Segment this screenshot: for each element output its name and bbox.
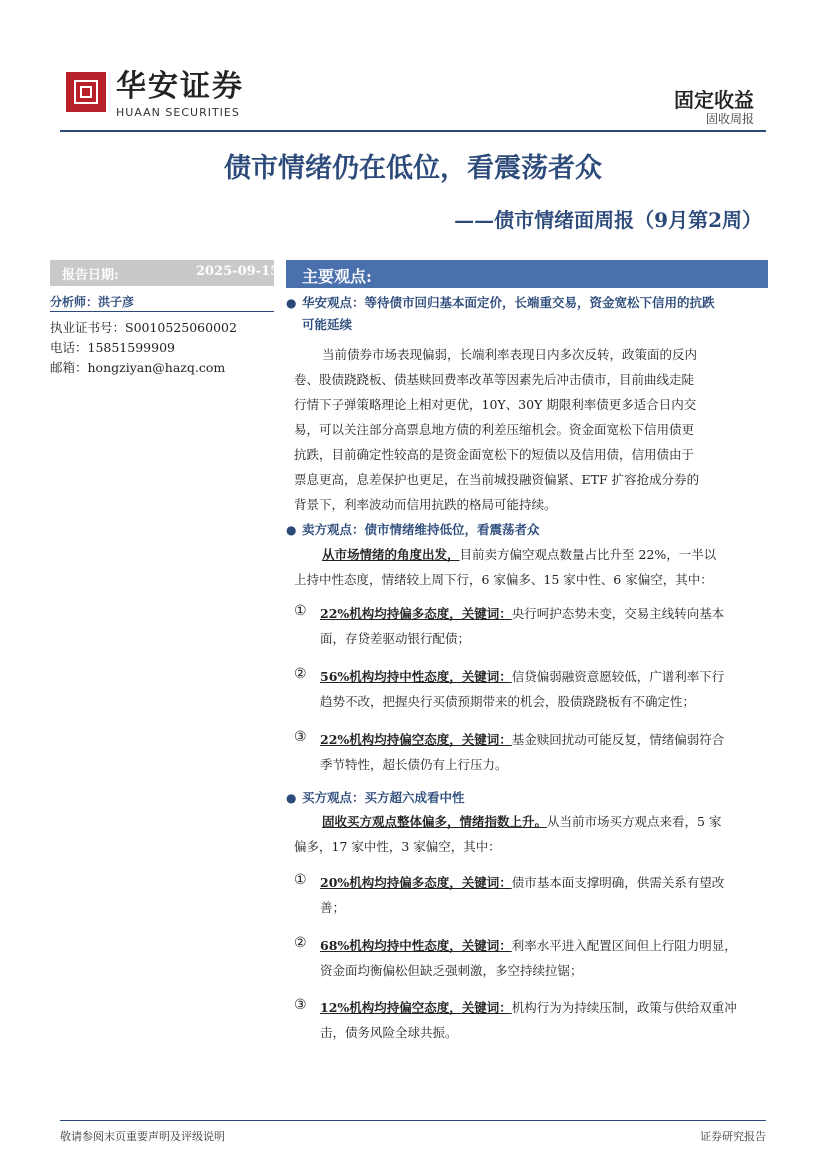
paragraph-line: 偏多，17 家中性，3 家偏空，其中：	[294, 839, 501, 854]
analyst-phone: 电话：15851599909	[50, 340, 175, 355]
paragraph-line	[320, 995, 766, 1020]
seller-item-bullish	[320, 601, 766, 651]
huaan-view-heading	[302, 292, 766, 336]
report-date-value: 2025-09-15	[196, 264, 280, 279]
huaan-heading-line: 可能延续	[302, 317, 353, 332]
item-number: ②	[294, 935, 307, 951]
paragraph-line	[320, 933, 766, 958]
buyer-view-heading: 买方观点：买方超六成看中性	[302, 790, 465, 805]
logo-text-en: HUAAN SECURITIES	[116, 106, 240, 119]
main-points-title: 主要观点:	[302, 267, 372, 286]
paragraph-line	[320, 727, 766, 752]
report-date-label: 报告日期:	[62, 268, 119, 283]
paragraph-line: 善；	[320, 900, 346, 915]
analyst-email: 邮箱：hongziyan@hazq.com	[50, 360, 226, 375]
sidebar-divider	[50, 311, 274, 312]
item-number: ③	[294, 997, 307, 1013]
paragraph-line: 易，可以关注部分高票息地方债的利差压缩机会。资金面宽松下信用债更	[294, 422, 695, 437]
seller-view-intro	[294, 542, 766, 592]
paragraph-line: 上持中性态度，情绪较上周下行，6 家偏多、15 家中性、6 家偏空，其中：	[294, 572, 713, 587]
paragraph-line: 趋势不改，把握央行买债预期带来的机会，股债跷跷板有不确定性；	[320, 694, 696, 709]
report-title: 债市情绪仍在低位，看震荡者众	[224, 153, 602, 184]
header-divider	[60, 130, 766, 132]
footer-disclaimer: 敬请参阅末页重要声明及评级说明	[60, 1130, 225, 1143]
seller-intro-keyword: 从市场情绪的角度出发，	[322, 547, 460, 562]
paragraph-line: 行情下子弹策略理论上相对更优，10Y、30Y 期限利率债更多适合日内交	[294, 397, 697, 412]
analyst-cert: 执业证书号：S0010525060002	[50, 320, 237, 335]
item-keyword: 56%机构均持中性态度，关键词：	[320, 669, 512, 684]
item-keyword: 22%机构均持偏多态度，关键词：	[320, 606, 512, 621]
logo-mark-core	[80, 86, 92, 98]
buyer-intro-keyword: 固收买方观点整体偏多，情绪指数上升。	[322, 814, 548, 829]
item-text: 基金赎回扰动可能反复，情绪偏弱符合	[511, 732, 725, 747]
item-text: 信贷偏弱融资意愿较低，广谱利率下行	[511, 669, 725, 684]
analyst-name: 分析师：洪子彦	[50, 295, 135, 309]
item-text: 利率水平进入配置区间但上行阻力明显，	[511, 938, 737, 953]
paragraph-line: 票息更高，息差保护也更足，在当前城投融资偏紧、ETF 扩容抢成分券的	[294, 472, 700, 487]
item-number: ②	[294, 666, 307, 682]
bullet-icon: ●	[286, 791, 297, 805]
seller-item-bearish	[320, 727, 766, 777]
logo-text-cn: 华安证券	[116, 69, 244, 104]
bullet-icon: ●	[286, 296, 297, 310]
paragraph-line	[320, 601, 766, 626]
footer-divider	[60, 1120, 766, 1121]
seller-intro-text: 目前卖方偏空观点数量占比升至 22%，一半以	[459, 547, 717, 562]
buyer-item-bullish	[320, 870, 766, 920]
buyer-view-intro	[294, 809, 766, 859]
report-subtitle: ——债市情绪面周报（9月第2周）	[454, 208, 762, 232]
item-keyword: 20%机构均持偏多态度，关键词：	[320, 875, 512, 890]
paragraph-line	[294, 809, 766, 834]
item-text: 央行呵护态势未变，交易主线转向基本	[511, 606, 725, 621]
item-text: 债市基本面支撑明确，供需关系有望改	[511, 875, 725, 890]
item-keyword: 12%机构均持偏空态度，关键词：	[320, 1000, 512, 1015]
item-number: ①	[294, 872, 307, 888]
paragraph-line	[294, 542, 766, 567]
paragraph-line: 击，债务风险全球共振。	[320, 1025, 458, 1040]
paragraph-line: 面，存贷差驱动银行配债；	[320, 631, 471, 646]
paragraph-line: 资金面均衡偏松但缺乏强刺激，多空持续拉锯；	[320, 963, 583, 978]
paragraph-line: 抗跌，目前确定性较高的是资金面宽松下的短债以及信用债，信用债由于	[294, 447, 695, 462]
item-keyword: 22%机构均持偏空态度，关键词：	[320, 732, 512, 747]
seller-view-heading: 卖方观点：债市情绪维持低位，看震荡者众	[302, 522, 540, 537]
item-number: ③	[294, 729, 307, 745]
buyer-intro-text: 从当前市场买方观点来看，5 家	[547, 814, 722, 829]
bullet-icon: ●	[286, 523, 297, 537]
buyer-item-bearish	[320, 995, 766, 1045]
item-keyword: 68%机构均持中性态度，关键词：	[320, 938, 512, 953]
paragraph-line: 季节特性，超长债仍有上行压力。	[320, 757, 508, 772]
buyer-item-neutral	[320, 933, 766, 983]
report-subcategory: 固收周报	[705, 112, 754, 126]
paragraph-line	[320, 870, 766, 895]
paragraph-line: 卷、股债跷跷板、债基赎回费率改革等因素先后冲击债市，目前曲线走陡	[294, 372, 695, 387]
huaan-view-body	[294, 342, 766, 517]
paragraph-line: 背景下，利率波动而信用抗跌的格局可能持续。	[294, 497, 557, 512]
seller-item-neutral	[320, 664, 766, 714]
item-number: ①	[294, 603, 307, 619]
huaan-heading-line: 华安观点：等待债市回归基本面定价，长端重交易，资金宽松下信用的抗跌	[302, 295, 715, 310]
paragraph-line	[320, 664, 766, 689]
report-category: 固定收益	[674, 88, 754, 112]
paragraph-line: 当前债券市场表现偏弱，长端利率表现日内多次反转，政策面的反内	[322, 347, 698, 362]
item-text: 机构行为为持续压制，政策与供给双重冲	[511, 1000, 737, 1015]
footer-report-type: 证券研究报告	[700, 1130, 766, 1143]
